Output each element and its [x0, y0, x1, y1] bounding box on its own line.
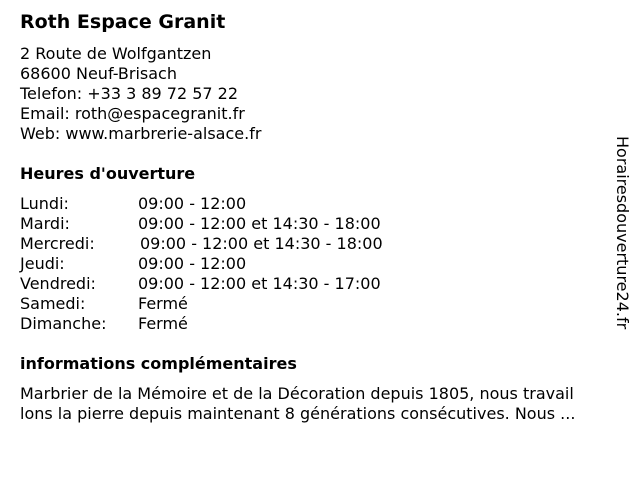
- business-name: Roth Espace Granit: [20, 11, 226, 33]
- day-label: Samedi:: [20, 294, 86, 313]
- day-label: Jeudi:: [20, 254, 65, 273]
- time-value: Fermé: [138, 294, 188, 313]
- day-label: Mercredi:: [20, 234, 95, 253]
- phone-number: Telefon: +33 3 89 72 57 22: [20, 84, 239, 103]
- website: Web: www.marbrerie-alsace.fr: [20, 124, 262, 143]
- description-line: Marbrier de la Mémoire et de la Décoration depuis 1805, nous travail: [20, 384, 574, 403]
- business-description: [20, 384, 626, 424]
- time-value: 09:00 - 12:00: [138, 194, 247, 213]
- contact-block: [20, 44, 261, 144]
- address-street: 2 Route de Wolfgantzen: [20, 44, 212, 63]
- time-value: 09:00 - 12:00: [138, 254, 247, 273]
- additional-info-heading: informations complémentaires: [20, 354, 297, 373]
- day-label: Vendredi:: [20, 274, 96, 293]
- time-value: 09:00 - 12:00 et 14:30 - 18:00: [138, 214, 381, 233]
- time-value: Fermé: [138, 314, 188, 333]
- time-value: 09:00 - 12:00 et 14:30 - 17:00: [138, 274, 381, 293]
- day-label: Dimanche:: [20, 314, 107, 333]
- time-value: 09:00 - 12:00 et 14:30 - 18:00: [140, 234, 383, 253]
- description-line: lons la pierre depuis maintenant 8 générations consécutives. Nous ...: [20, 404, 576, 423]
- email-address: Email: roth@espacegranit.fr: [20, 104, 245, 123]
- day-label: Lundi:: [20, 194, 69, 213]
- opening-hours-heading: Heures d'ouverture: [20, 164, 196, 183]
- address-city: 68600 Neuf-Brisach: [20, 64, 177, 83]
- site-watermark: Horairesdouverture24.fr: [613, 136, 632, 330]
- day-label: Mardi:: [20, 214, 70, 233]
